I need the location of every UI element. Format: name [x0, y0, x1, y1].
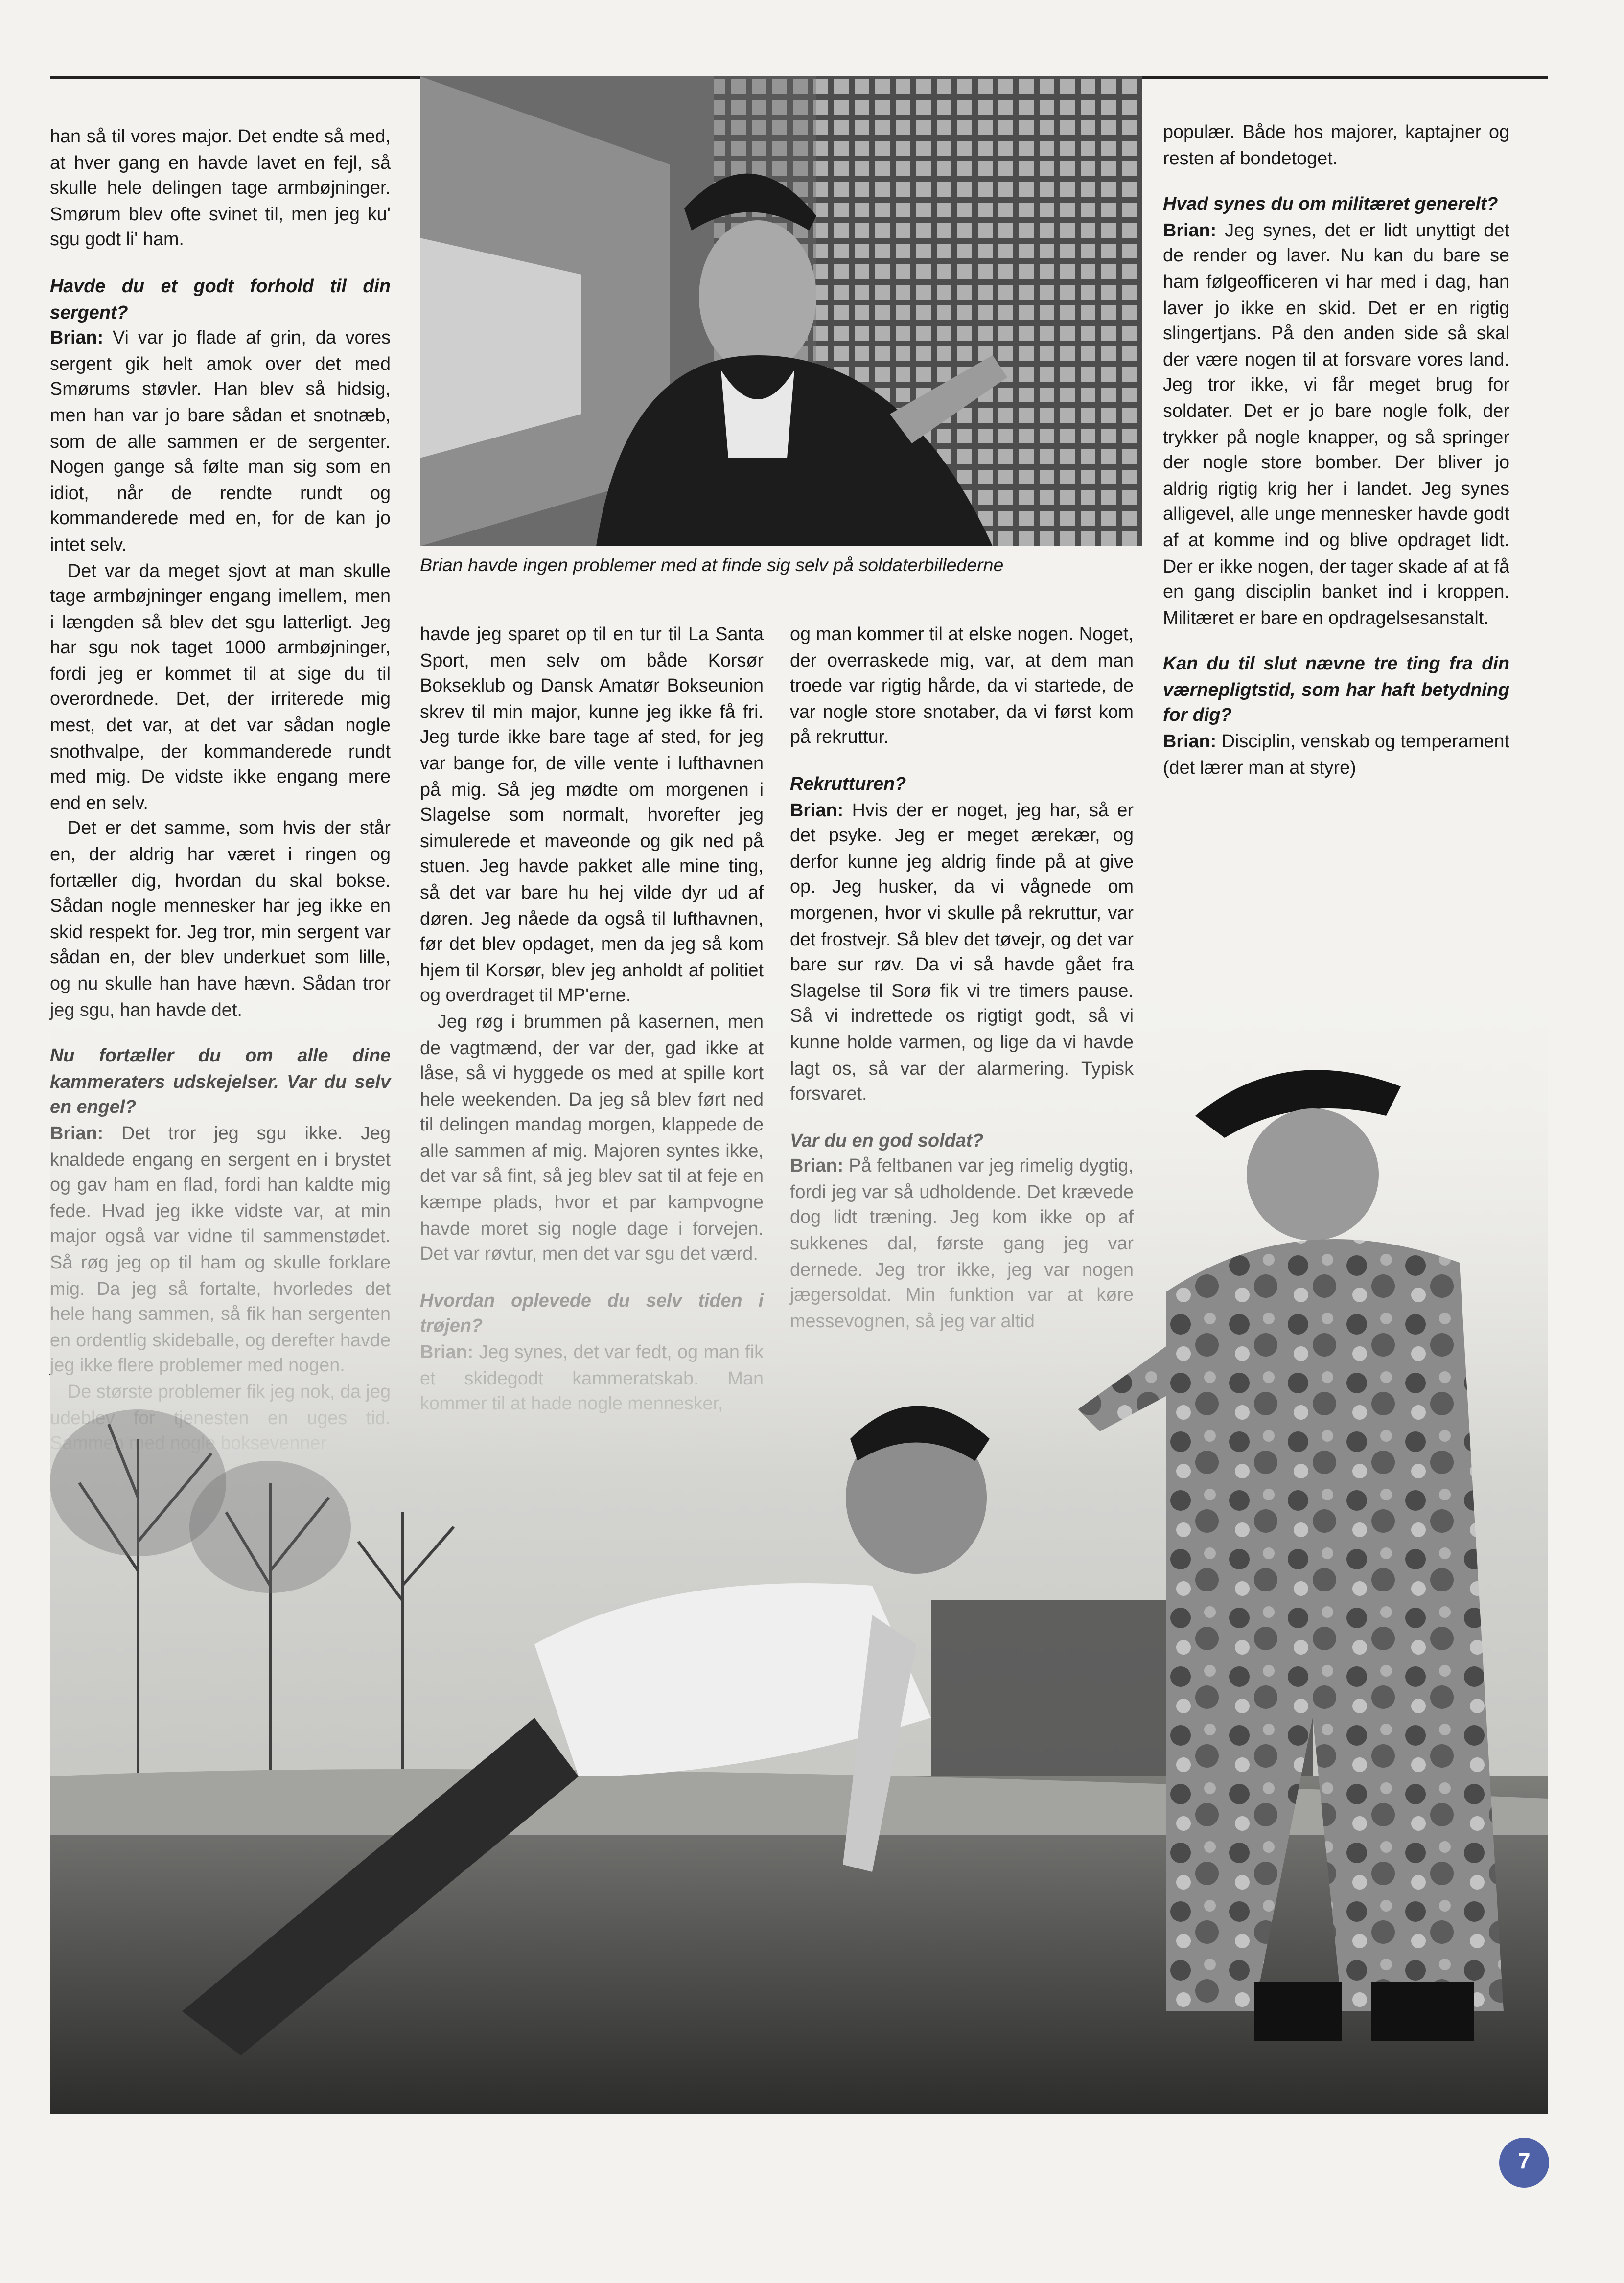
photo-pushups-image: [50, 954, 1548, 2114]
col1-paragraph-1: han så til vores major. Det endte så med, at hver gang en havde lavet en fejl, så skulle hele delingen tage armbøjninger. Smørum blev ofte svinet til, men jeg ku' sgu godt li' ham.: [50, 126, 391, 251]
col4-answer-1: Brian: Jeg synes, det er lidt unyttigt det de render og laver. Nu kan du bare se ham følgeofficeren vi har med i dag, han laver jo ikke en skid. Det er en rigtig slingertjans. På den anden side så skal der være nogen til at forsvare vores land. Jeg tror ikke, vi får meget brug for soldater. Det er jo bare nogle folk, der trykker på nogle knapper, og så springer der nogle store bomber. Der bliver jo aldrig rigtig krig her i landet. Jeg synes alligevel, alle unge mennesker havde godt af at komme ind og blive opdraget lidt. Der er ikke nogen, der tager skade af at få en gang disciplin banket ind i kroppen. Militæret er bare en opdragelsesanstalt.: [1163, 220, 1509, 628]
col1-answer-1: Brian: Vi var jo flade af grin, da vores sergent gik helt amok over det med Smørums støvler. Han blev så hidsig, men han var jo bare sådan et snotnæb, som de alle sammen er de sergenter. Nogen gange så følte man sig som en idiot, når de rendte rundt og kommanderede med en, for de kan jo intet selv.: [50, 327, 391, 555]
photo-brian-at-wall: [420, 76, 1142, 546]
photo-brian-at-wall-image: [420, 76, 1142, 546]
col4-answer-2: Brian: Disciplin, venskab og temperament (det lærer man at styre): [1163, 731, 1509, 778]
photo-pushups: [50, 954, 1548, 2114]
col2-paragraph-1: havde jeg sparet op til en tur til La Santa Sport, men selv om både Korsør Bokseklub og Dansk Amatør Bokseunion skrev til min major, kunne jeg ikke få fri. Jeg turde ikke bare tage af sted, for jeg var bange for, de ville vente i lufthavnen på mig. Så jeg mødte om morgenen i Slagelse som normalt, hvorefter jeg simulerede et maveonde og gik ned på stuen. Jeg havde pakket alle mine ting, så det var bare hu hej vilde dyr ud af døren. Jeg nåede da også til lufthavnen, før det blev opdaget, men da jeg så kom: [420, 624, 764, 955]
col3-paragraph-1: og man kommer til at elske nogen. Noget, der overraskede mig, var, at dem man troede var rigtig hårde, da vi startede, de var nogle store snotaber, da vi først kom på rekruttur.: [790, 624, 1134, 748]
col4-question-2: Kan du til slut nævne tre ting fra din værnepligtstid, som har haft betydning for dig?: [1163, 653, 1509, 726]
page-number-badge: 7: [1499, 2138, 1549, 2188]
col1-question-1: Havde du et godt forhold til din sergent?: [50, 276, 391, 323]
photo-caption: Brian havde ingen problemer med at finde sig selv på soldaterbillederne: [420, 555, 1004, 576]
col4-paragraph-1: populær. Både hos majorer, kaptajner og resten af bondetoget.: [1163, 122, 1509, 168]
col4-question-1: Hvad synes du om militæret generelt?: [1163, 194, 1498, 215]
column-4: [1163, 120, 1509, 782]
col3-question-1: Rekrutturen?: [790, 773, 906, 794]
col1-paragraph-2: Det var da meget sjovt at man skulle tage armbøjninger engang imellem, men i længden så blev det sgu latterligt. Jeg har sgu nok taget 1000 armbøjninger, fordi jeg er kommet til at sige du til overordnede. Det, der irriterede mig mest, det var, at det var sådan nogle snothvalpe, der kommanderede rundt med mig. De vidste ikke engang mere end en selv.: [50, 560, 391, 813]
col1-paragraph-3: Det er det samme, som hvis der står en, der aldrig har været i ringen og fortæller dig, hvordan du skal bokse. Sådan nogle mennesker har jeg ikke en skid respekt for. Jeg tror, min sergent var: [50, 818, 391, 943]
col3-answer-1: Brian: Hvis der er noget, jeg har, så er det psyke. Jeg er meget ærekær, og derfor kunne jeg aldrig finde på at give op. Jeg husker, da vi vågnede om morgenen, hvor vi skulle på rekruttur, var det frostvejr. Så blev det tøvejr, og det var: [790, 799, 1134, 949]
